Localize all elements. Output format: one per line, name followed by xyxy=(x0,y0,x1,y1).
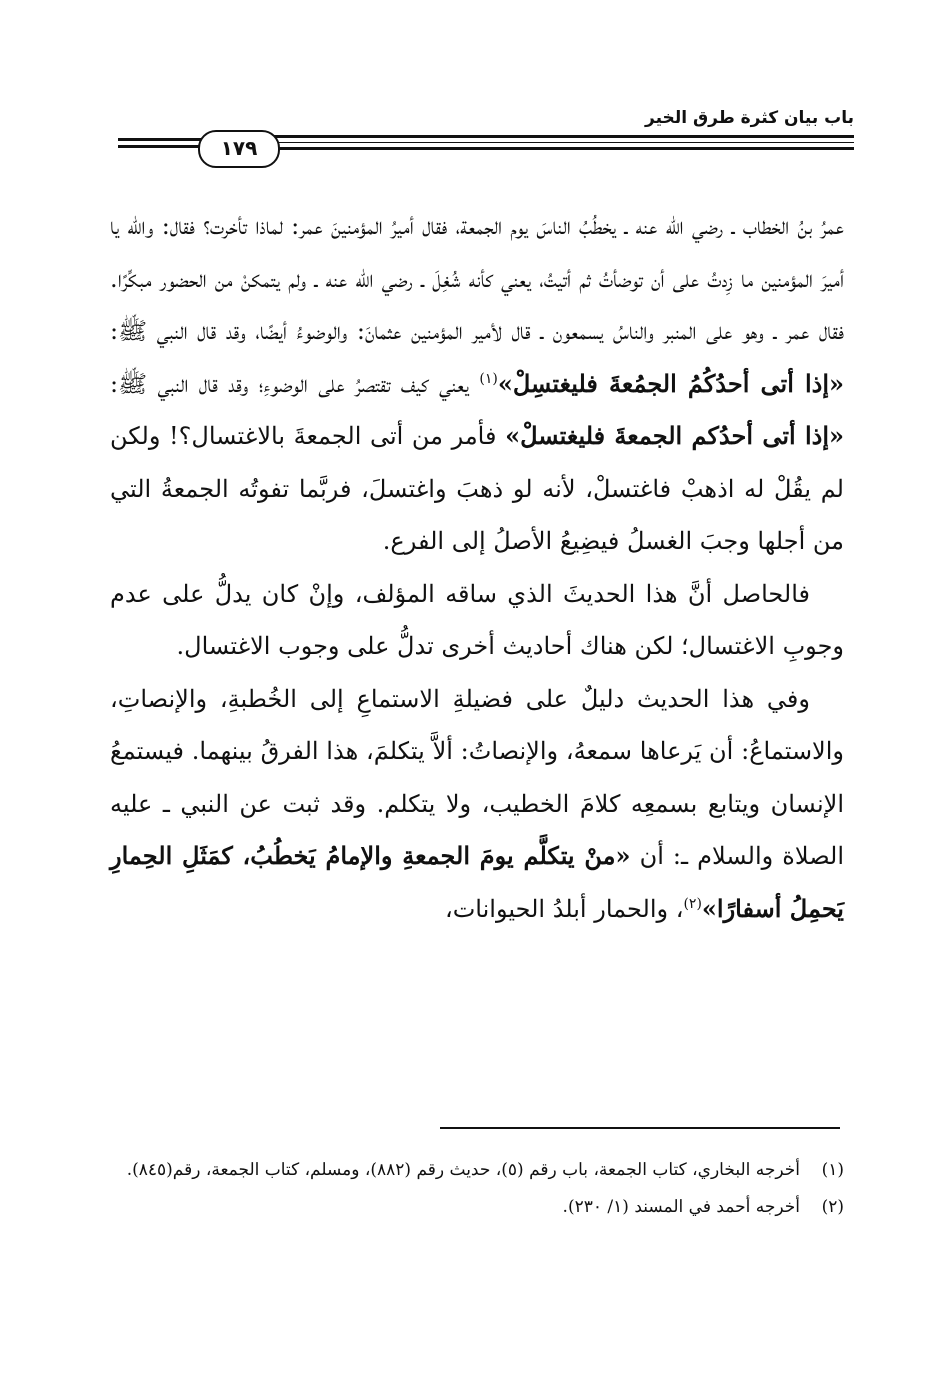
text-segment: يعني كيف تقتصرُ على الوضوءِ؛ وقد قال النبي ﷺ: xyxy=(110,369,480,398)
running-title: باب بيان كثرة طرق الخير xyxy=(645,108,854,128)
footnote-number: (٢) xyxy=(821,1197,844,1217)
page-header xyxy=(118,108,854,168)
footnote-number: (١) xyxy=(821,1160,844,1180)
footnote-text: أخرجه البخاري، كتاب الجمعة، باب رقم (٥)، حديث رقم (٨٨٢)، ومسلم، كتاب الجمعة، رقم(٨٤٥). xyxy=(126,1160,800,1180)
hadith-quote: «إذا أتى أحدُكم الجمعةَ فليغتسلْ» xyxy=(505,421,845,450)
hadith-quote: «منْ يتكلَّم يومَ الجمعةِ والإمامُ يَخطُبُ، كمَثَلِ الحِمارِ يَحمِلُ أسفارًا» xyxy=(110,841,844,923)
page-number-badge: ١٧٩ xyxy=(198,130,280,168)
footnotes xyxy=(110,1155,844,1229)
paragraph xyxy=(110,200,844,568)
paragraph xyxy=(110,568,844,673)
footnote-ref: (١) xyxy=(479,370,498,387)
header-rule-left xyxy=(118,138,204,141)
footnote-ref: (٢) xyxy=(683,895,702,912)
header-rule-right xyxy=(270,135,854,138)
text-segment: عمرُ بنُ الخطاب ـ رضي الله عنه ـ يخطُبُ الناسَ يوم الجمعة، فقال أميرُ المؤمنينَ عمر: لماذا تأخرت؟ فقال: والله يا أميرَ المؤمنين ما زِدتُ على أن توضأتُ ثم أتيتُ، يعني كأنه شُغِلَ ـ رضي الله عنه ـ ولم يتمكنْ من الحضور مبكِّرًا. فقال عمر ـ وهو على المنبر والناسُ يسمعون ـ قال لأمير المؤمنين عثمانَ: والوضوءُ أيضًا، وقد قال النبي ﷺ: xyxy=(110,212,844,345)
text-segment: ، والحمار أبلدُ الحيوانات، xyxy=(444,894,684,923)
hadith-quote: «إذا أتى أحدُكُمُ الجمُعةَ فليغتسِلْ» xyxy=(497,368,845,398)
paragraph xyxy=(110,673,844,936)
header-rule-right-lower xyxy=(270,147,854,150)
text-segment: فأمر من أتى الجمعةَ بالاغتسال؟! ولكن لم يقُلْ له اذهبْ فاغتسلْ، لأنه لو ذهبَ واغتسلَ، فربَّما تفوتُه الجمعةُ التي من أجلها وجبَ الغسلُ فيضِيعُ الأصلُ إلى الفرع. xyxy=(110,422,844,555)
header-rule-right-thin xyxy=(270,142,854,143)
header-rule-left-lower xyxy=(118,145,204,148)
body-text xyxy=(110,200,844,935)
text-segment: فالحاصل أنَّ هذا الحديثَ الذي ساقه المؤلف، وإنْ كان يدلُّ على عدم وجوبِ الاغتسال؛ لكن هناك أحاديث أخرى تدلُّ على وجوب الاغتسال. xyxy=(110,579,844,660)
footnote xyxy=(110,1192,844,1223)
footnote xyxy=(110,1155,844,1186)
footnote-text: أخرجه أحمد في المسند (١/ ٢٣٠). xyxy=(562,1197,800,1217)
text-segment: وفي هذا الحديث دليلٌ على فضيلةِ الاستماعِ إلى الخُطبةِ، والإنصاتِ، والاستماعُ: أن يَرعاها سمعهُ، والإنصاتُ: ألاَّ يتكلمَ، هذا الفرقُ بينهما. فيستمعُ الإنسان ويتابع بسمعِه كلامَ الخطيب، ولا يتكلم. وقد ثبت عن النبي ـ عليه الصلاة والسلام ـ: أن xyxy=(110,684,844,870)
footnote-separator xyxy=(440,1127,840,1129)
